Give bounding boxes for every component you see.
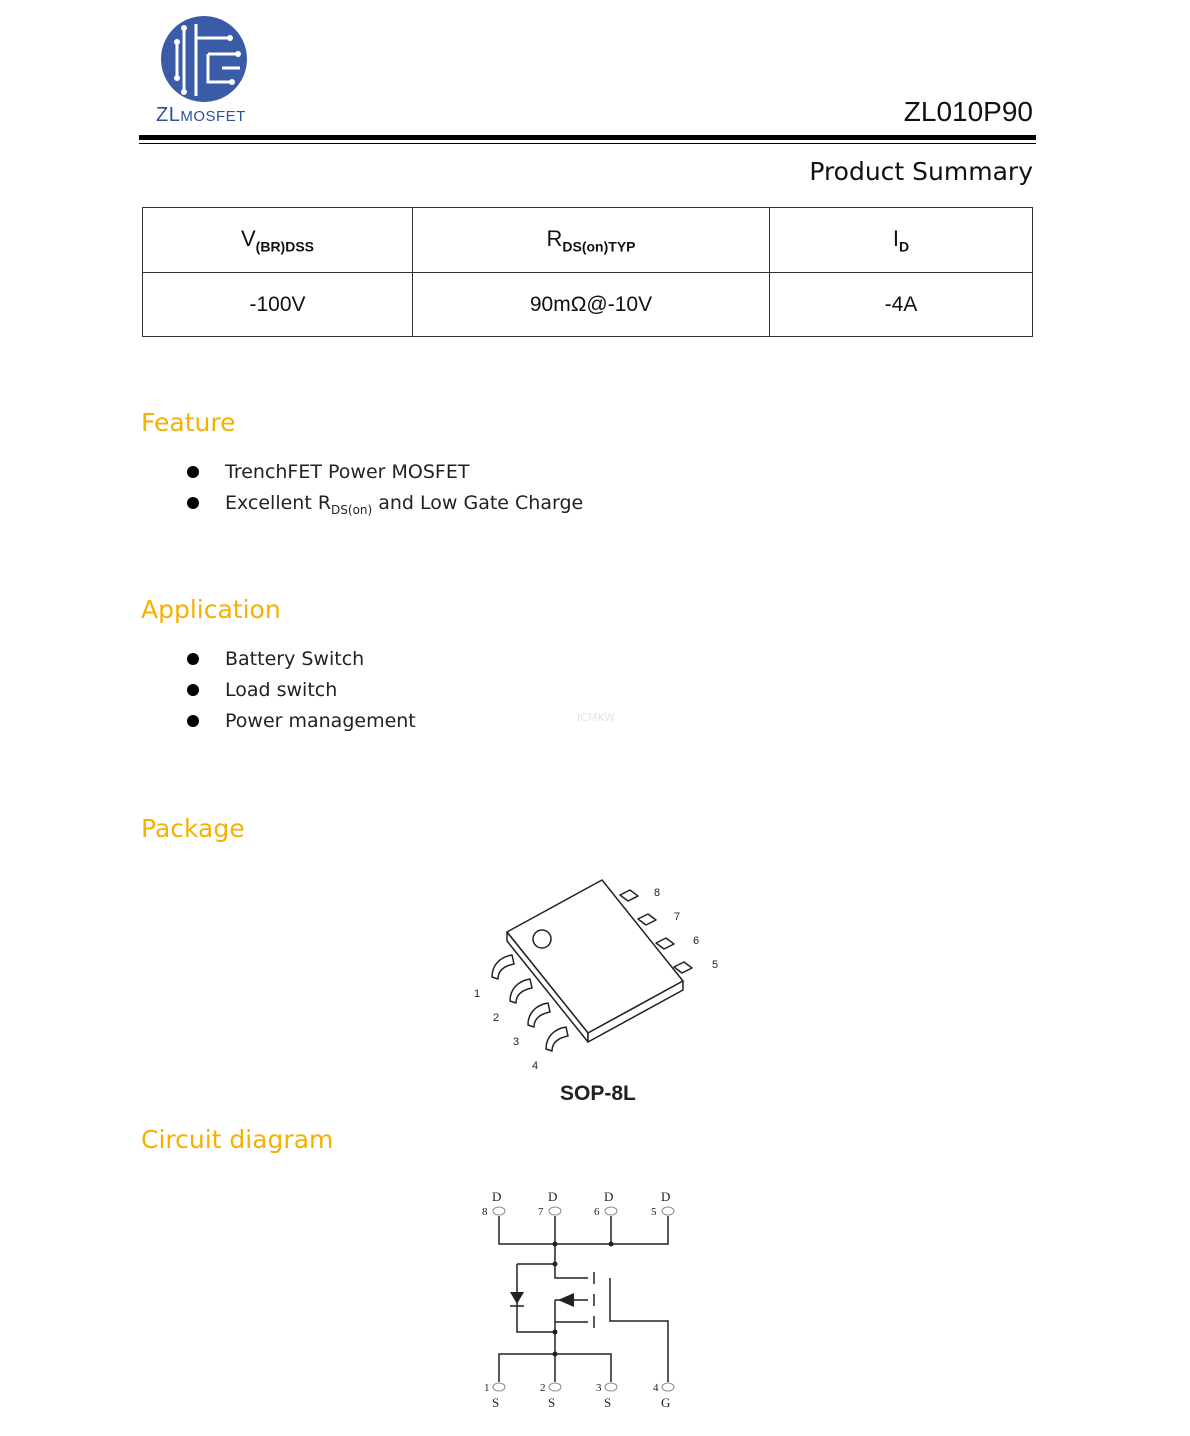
watermark: ICMKW (577, 711, 616, 724)
pin-name: G (661, 1395, 671, 1410)
table-row (143, 273, 1033, 337)
pin-number: 1 (484, 1382, 490, 1394)
pin-name: S (492, 1395, 500, 1410)
product-summary-table (142, 207, 1033, 337)
product-summary-title: Product Summary (809, 157, 1033, 186)
pin-label: 4 (532, 1060, 539, 1072)
part-number-title: ZL010P90 (903, 96, 1033, 127)
pin-label: 1 (474, 988, 481, 1000)
bullet-icon (187, 684, 199, 696)
header-rule-thick (139, 135, 1036, 140)
pin-number: 6 (594, 1206, 600, 1218)
table-header-row (143, 208, 1033, 273)
col-header-vbrdss: $V_{(BR)DSS}$ (143, 208, 413, 273)
pin-name: D (492, 1189, 502, 1204)
pin-name: D (661, 1189, 671, 1204)
list-item: Battery Switch (187, 644, 416, 675)
pin-number: 4 (653, 1382, 659, 1394)
package-label: SOP-8L (560, 1082, 636, 1105)
list-item: TrenchFET Power MOSFET (187, 457, 583, 488)
application-heading: Application (141, 595, 281, 624)
pin-number: 5 (651, 1206, 657, 1218)
list-item: Excellent $R_{DS(on)}$ and Low Gate Charge (187, 488, 583, 519)
pin-name: S (604, 1395, 612, 1410)
pin-label: 5 (712, 959, 719, 971)
feature-list (187, 457, 583, 519)
application-list (187, 644, 416, 737)
col-header-id: $I_D$ (770, 208, 1033, 273)
pin-number: 2 (540, 1382, 546, 1394)
value-vbrdss: -100V (143, 273, 413, 337)
feature-heading: Feature (141, 408, 236, 437)
circuit-heading: Circuit diagram (141, 1125, 334, 1154)
package-heading: Package (141, 814, 245, 843)
list-item: Load switch (187, 675, 416, 706)
bullet-icon (187, 715, 199, 727)
pin-label: 3 (513, 1036, 520, 1048)
sop8-package-drawing (470, 875, 730, 1075)
bullet-icon (187, 653, 199, 665)
pin-name: D (548, 1189, 558, 1204)
pin-number: 8 (482, 1206, 488, 1218)
pin-label: 2 (493, 1012, 500, 1024)
value-id: -4A (770, 273, 1033, 337)
header-rule-thin (139, 143, 1036, 144)
pin-label: 8 (654, 887, 661, 899)
pin-number: 3 (596, 1382, 602, 1394)
pin-name: D (604, 1189, 614, 1204)
pin-label: 6 (693, 935, 700, 947)
pin-label: 7 (674, 911, 681, 923)
list-item: Power management (187, 706, 416, 737)
pin-name: S (548, 1395, 556, 1410)
circuit-diagram (470, 1182, 690, 1412)
bullet-icon (187, 497, 199, 509)
value-rdson: 90mΩ@-10V (413, 273, 770, 337)
pin-number: 7 (538, 1206, 544, 1218)
col-header-rdson: $R_{DS(on)TYP}$ (413, 208, 770, 273)
logo-wordmark: ZLMOSFET (156, 104, 246, 126)
bullet-icon (187, 466, 199, 478)
